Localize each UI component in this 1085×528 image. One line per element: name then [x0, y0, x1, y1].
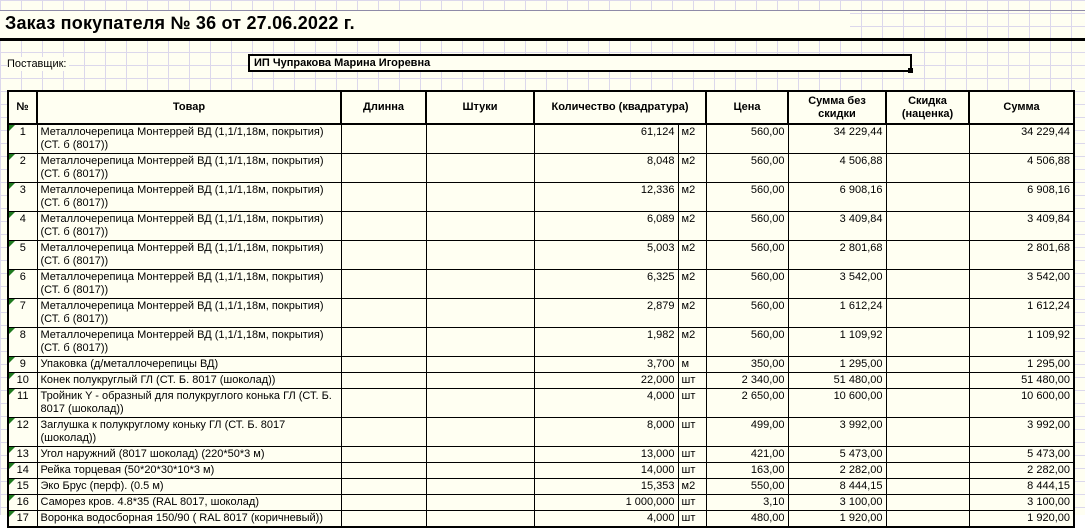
cell-row-number[interactable] [8, 328, 37, 357]
cell-length[interactable] [341, 183, 426, 212]
error-indicator-icon [9, 241, 15, 247]
cell-length[interactable] [341, 154, 426, 183]
cell-unit[interactable]: м2 [678, 154, 706, 183]
cell-pieces[interactable] [426, 357, 534, 373]
row-number: 11 [17, 390, 29, 402]
cell-price[interactable]: 499,00 [706, 418, 788, 447]
cell-length[interactable] [341, 357, 426, 373]
cell-unit[interactable]: шт [678, 389, 706, 418]
cell-unit[interactable]: м2 [678, 183, 706, 212]
error-indicator-icon [9, 511, 15, 517]
cell-length[interactable] [341, 124, 426, 154]
cell-product[interactable]: Металлочерепица Монтеррей ВД (1,1/1,18м, покрытия) (СТ. б (8017)) [37, 154, 341, 183]
cell-quantity[interactable]: 2,879 [534, 299, 678, 328]
cell-price[interactable]: 560,00 [706, 270, 788, 299]
cell-price[interactable]: 421,00 [706, 447, 788, 463]
cell-row-number[interactable] [8, 241, 37, 270]
cell-unit[interactable]: м2 [678, 479, 706, 495]
header-row [8, 91, 1074, 124]
cell-row-number[interactable] [8, 154, 37, 183]
cell-unit[interactable]: шт [678, 447, 706, 463]
row-number: 15 [16, 480, 29, 492]
cell-discount[interactable] [886, 357, 969, 373]
error-indicator-icon [9, 299, 15, 305]
cell-unit[interactable]: м2 [678, 124, 706, 154]
cell-pieces[interactable] [426, 328, 534, 357]
cell-product[interactable]: Тройник Y - образный для полукруглого конька ГЛ (СТ. Б. 8017 (шоколад)) [37, 389, 341, 418]
error-indicator-icon [9, 357, 15, 363]
cell-length[interactable] [341, 389, 426, 418]
cell-unit[interactable]: м [678, 357, 706, 373]
cell-length[interactable] [341, 463, 426, 479]
cell-row-number[interactable] [8, 124, 37, 154]
col-header-sum[interactable]: Сумма [969, 91, 1074, 124]
row-number: 16 [16, 496, 29, 508]
row-number: 3 [19, 184, 26, 196]
cell-discount[interactable] [886, 463, 969, 479]
cell-price[interactable]: 3,10 [706, 495, 788, 511]
table-row [8, 212, 1074, 241]
col-header-length[interactable]: Длинна [341, 91, 426, 124]
table-row [8, 418, 1074, 447]
cell-pieces[interactable] [426, 447, 534, 463]
table-row [8, 511, 1074, 528]
cell-quantity[interactable]: 12,336 [534, 183, 678, 212]
cell-discount[interactable] [886, 373, 969, 389]
cell-quantity[interactable]: 13,000 [534, 447, 678, 463]
cell-product[interactable]: Рейка торцевая (50*20*30*10*3 м) [37, 463, 341, 479]
cell-discount[interactable] [886, 447, 969, 463]
table-row [8, 183, 1074, 212]
cell-sum[interactable]: 3 542,00 [969, 270, 1074, 299]
cell-length[interactable] [341, 241, 426, 270]
cell-discount[interactable] [886, 270, 969, 299]
order-table [7, 90, 1075, 528]
cell-row-number[interactable] [8, 389, 37, 418]
cell-discount[interactable] [886, 241, 969, 270]
cell-pieces[interactable] [426, 373, 534, 389]
cell-pieces[interactable] [426, 183, 534, 212]
cell-length[interactable] [341, 511, 426, 528]
error-indicator-icon [9, 447, 15, 453]
cell-sum-before-discount[interactable]: 1 295,00 [788, 357, 886, 373]
cell-discount[interactable] [886, 154, 969, 183]
cell-sum-before-discount[interactable]: 3 100,00 [788, 495, 886, 511]
cell-product[interactable]: Металлочерепица Монтеррей ВД (1,1/1,18м, покрытия) (СТ. б (8017)) [37, 299, 341, 328]
cell-product[interactable]: Металлочерепица Монтеррей ВД (1,1/1,18м, покрытия) (СТ. б (8017)) [37, 124, 341, 154]
supplier-label: Поставщик: [7, 57, 69, 71]
cell-unit[interactable]: м2 [678, 212, 706, 241]
error-indicator-icon [9, 495, 15, 501]
cell-row-number[interactable] [8, 495, 37, 511]
cell-product[interactable]: Упаковка (д/металлочерепицы ВД) [37, 357, 341, 373]
cell-product[interactable]: Металлочерепица Монтеррей ВД (1,1/1,18м, покрытия) (СТ. б (8017)) [37, 183, 341, 212]
cell-discount[interactable] [886, 328, 969, 357]
cell-pieces[interactable] [426, 241, 534, 270]
cell-sum-before-discount[interactable]: 3 992,00 [788, 418, 886, 447]
cell-discount[interactable] [886, 124, 969, 154]
cell-quantity[interactable]: 6,325 [534, 270, 678, 299]
cell-price[interactable]: 560,00 [706, 328, 788, 357]
cell-sum-before-discount[interactable]: 2 801,68 [788, 241, 886, 270]
cell-quantity[interactable]: 6,089 [534, 212, 678, 241]
cell-product[interactable]: Угол наружний (8017 шоколад) (220*50*3 м) [37, 447, 341, 463]
table-row [8, 389, 1074, 418]
cell-row-number[interactable] [8, 447, 37, 463]
cell-price[interactable]: 550,00 [706, 479, 788, 495]
cell-unit[interactable]: м2 [678, 299, 706, 328]
cell-price[interactable]: 560,00 [706, 183, 788, 212]
cell-sum-before-discount[interactable]: 1 109,92 [788, 328, 886, 357]
cell-sum[interactable]: 1 612,24 [969, 299, 1074, 328]
cell-sum[interactable]: 3 100,00 [969, 495, 1074, 511]
row-number: 5 [19, 242, 26, 254]
cell-pieces[interactable] [426, 124, 534, 154]
cell-sum[interactable]: 1 295,00 [969, 357, 1074, 373]
error-indicator-icon [9, 373, 15, 379]
supplier-field[interactable] [248, 54, 912, 72]
cell-product[interactable]: Металлочерепица Монтеррей ВД (1,1/1,18м, покрытия) (СТ. б (8017)) [37, 212, 341, 241]
cell-row-number[interactable] [8, 479, 37, 495]
cell-pieces[interactable] [426, 511, 534, 528]
cell-unit[interactable]: шт [678, 495, 706, 511]
cell-price[interactable]: 163,00 [706, 463, 788, 479]
cell-pieces[interactable] [426, 495, 534, 511]
cell-sum[interactable]: 2 282,00 [969, 463, 1074, 479]
cell-row-number[interactable] [8, 373, 37, 389]
table-row [8, 270, 1074, 299]
error-indicator-icon [9, 154, 15, 160]
cell-discount[interactable] [886, 418, 969, 447]
row-number: 13 [16, 448, 29, 460]
table-row [8, 479, 1074, 495]
cell-discount[interactable] [886, 511, 969, 528]
cell-unit[interactable]: м2 [678, 270, 706, 299]
cell-pieces[interactable] [426, 418, 534, 447]
cell-sum[interactable]: 1 920,00 [969, 511, 1074, 528]
cell-quantity[interactable]: 3,700 [534, 357, 678, 373]
cell-sum[interactable]: 5 473,00 [969, 447, 1074, 463]
col-header-product[interactable]: Товар [37, 91, 341, 124]
row-number: 9 [19, 358, 26, 370]
cell-product[interactable]: Металлочерепица Монтеррей ВД (1,1/1,18м, покрытия) (СТ. б (8017)) [37, 328, 341, 357]
cell-discount[interactable] [886, 212, 969, 241]
cell-product[interactable]: Эко Брус (перф). (0.5 м) [37, 479, 341, 495]
cell-length[interactable] [341, 212, 426, 241]
cell-row-number[interactable] [8, 270, 37, 299]
error-indicator-icon [9, 389, 15, 395]
cell-sum[interactable]: 4 506,88 [969, 154, 1074, 183]
col-header-discount[interactable]: Скидка (наценка) [886, 91, 969, 124]
cell-pieces[interactable] [426, 389, 534, 418]
cell-sum-before-discount[interactable]: 34 229,44 [788, 124, 886, 154]
cell-price[interactable]: 560,00 [706, 154, 788, 183]
row-number: 1 [19, 126, 26, 138]
error-indicator-icon [9, 463, 15, 469]
cell-price[interactable]: 560,00 [706, 212, 788, 241]
error-indicator-icon [9, 212, 15, 218]
cell-sum[interactable]: 6 908,16 [969, 183, 1074, 212]
cell-sum[interactable]: 10 600,00 [969, 389, 1074, 418]
cell-length[interactable] [341, 328, 426, 357]
cell-sum-before-discount[interactable]: 1 920,00 [788, 511, 886, 528]
row-number: 7 [19, 300, 26, 312]
error-indicator-icon [9, 479, 15, 485]
cell-row-number[interactable] [8, 183, 37, 212]
cell-price[interactable]: 2 650,00 [706, 389, 788, 418]
cell-product[interactable]: Заглушка к полукруглому коньку ГЛ (СТ. Б. 8017 (шоколад)) [37, 418, 341, 447]
cell-sum-before-discount[interactable]: 1 612,24 [788, 299, 886, 328]
table-row [8, 447, 1074, 463]
cell-pieces[interactable] [426, 154, 534, 183]
cell-sum[interactable]: 34 229,44 [969, 124, 1074, 154]
cell-sum-before-discount[interactable]: 2 282,00 [788, 463, 886, 479]
title-band [0, 11, 850, 38]
cell-price[interactable]: 560,00 [706, 124, 788, 154]
cell-pieces[interactable] [426, 270, 534, 299]
cell-sum[interactable]: 2 801,68 [969, 241, 1074, 270]
cell-product[interactable]: Конек полукруглый ГЛ (СТ. Б. 8017 (шоколад)) [37, 373, 341, 389]
title-underline [0, 38, 1085, 41]
cell-quantity[interactable]: 8,048 [534, 154, 678, 183]
col-header-sum-before-discount[interactable]: Сумма без скидки [788, 91, 886, 124]
table-row [8, 328, 1074, 357]
cell-unit[interactable]: м2 [678, 328, 706, 357]
cell-pieces[interactable] [426, 463, 534, 479]
cell-quantity[interactable]: 15,353 [534, 479, 678, 495]
table-row [8, 373, 1074, 389]
col-header-price[interactable]: Цена [706, 91, 788, 124]
cell-pieces[interactable] [426, 479, 534, 495]
cell-product[interactable]: Воронка водосборная 150/90 ( RAL 8017 (коричневый)) [37, 511, 341, 528]
cell-quantity[interactable]: 1,982 [534, 328, 678, 357]
cell-quantity[interactable]: 14,000 [534, 463, 678, 479]
page-title: Заказ покупателя № 36 от 27.06.2022 г. [5, 13, 355, 33]
order-table-header [8, 91, 1074, 124]
error-indicator-icon [9, 418, 15, 424]
col-header-quantity[interactable]: Количество (квадратура) [534, 91, 706, 124]
cell-sum-before-discount[interactable]: 8 444,15 [788, 479, 886, 495]
cell-sum[interactable]: 3 409,84 [969, 212, 1074, 241]
table-row [8, 241, 1074, 270]
row-number: 4 [19, 213, 26, 225]
cell-row-number[interactable] [8, 511, 37, 528]
cell-row-number[interactable] [8, 357, 37, 373]
cell-length[interactable] [341, 299, 426, 328]
cell-sum-before-discount[interactable]: 10 600,00 [788, 389, 886, 418]
cell-product[interactable]: Саморез кров. 4.8*35 (RAL 8017, шоколад) [37, 495, 341, 511]
cell-length[interactable] [341, 373, 426, 389]
cell-quantity[interactable]: 4,000 [534, 389, 678, 418]
cell-length[interactable] [341, 447, 426, 463]
table-row [8, 495, 1074, 511]
cell-quantity[interactable]: 22,000 [534, 373, 678, 389]
cell-sum-before-discount[interactable]: 3 542,00 [788, 270, 886, 299]
cell-quantity[interactable]: 61,124 [534, 124, 678, 154]
cell-discount[interactable] [886, 389, 969, 418]
cell-length[interactable] [341, 479, 426, 495]
cell-sum[interactable]: 8 444,15 [969, 479, 1074, 495]
col-header-num[interactable]: № [8, 91, 37, 124]
cell-sum-before-discount[interactable]: 3 409,84 [788, 212, 886, 241]
row-number: 14 [16, 464, 29, 476]
cell-quantity[interactable]: 4,000 [534, 511, 678, 528]
row-number: 10 [16, 374, 29, 386]
cell-discount[interactable] [886, 479, 969, 495]
cell-pieces[interactable] [426, 212, 534, 241]
row-number: 8 [19, 329, 26, 341]
order-table-body [8, 124, 1074, 527]
cell-quantity[interactable]: 5,003 [534, 241, 678, 270]
cell-discount[interactable] [886, 183, 969, 212]
error-indicator-icon [9, 328, 15, 334]
cell-sum[interactable]: 3 992,00 [969, 418, 1074, 447]
cell-row-number[interactable] [8, 212, 37, 241]
cell-sum-before-discount[interactable]: 4 506,88 [788, 154, 886, 183]
cell-unit[interactable]: шт [678, 373, 706, 389]
cell-unit[interactable]: шт [678, 463, 706, 479]
cell-product[interactable]: Металлочерепица Монтеррей ВД (1,1/1,18м, покрытия) (СТ. б (8017)) [37, 241, 341, 270]
cell-quantity[interactable]: 8,000 [534, 418, 678, 447]
error-indicator-icon [9, 270, 15, 276]
error-indicator-icon [9, 183, 15, 189]
cell-price[interactable]: 560,00 [706, 299, 788, 328]
cell-row-number[interactable] [8, 299, 37, 328]
table-row [8, 124, 1074, 154]
cell-product[interactable]: Металлочерепица Монтеррей ВД (1,1/1,18м, покрытия) (СТ. б (8017)) [37, 270, 341, 299]
cell-price[interactable]: 480,00 [706, 511, 788, 528]
cell-unit[interactable]: м2 [678, 241, 706, 270]
cell-sum[interactable]: 1 109,92 [969, 328, 1074, 357]
row-number: 2 [19, 155, 26, 167]
cell-price[interactable]: 560,00 [706, 241, 788, 270]
table-row [8, 357, 1074, 373]
cell-row-number[interactable] [8, 418, 37, 447]
cell-quantity[interactable]: 1 000,000 [534, 495, 678, 511]
cell-length[interactable] [341, 495, 426, 511]
cell-sum-before-discount[interactable]: 6 908,16 [788, 183, 886, 212]
row-number: 12 [16, 419, 29, 431]
cell-unit[interactable]: шт [678, 418, 706, 447]
row-number: 17 [16, 512, 29, 524]
cell-length[interactable] [341, 270, 426, 299]
error-indicator-icon [9, 125, 15, 131]
row-number: 6 [19, 271, 26, 283]
cell-unit[interactable]: шт [678, 511, 706, 528]
supplier-value: ИП Чупракова Марина Игоревна [254, 57, 431, 69]
table-row [8, 154, 1074, 183]
cell-pieces[interactable] [426, 299, 534, 328]
cell-sum-before-discount[interactable]: 51 480,00 [788, 373, 886, 389]
cell-price[interactable]: 2 340,00 [706, 373, 788, 389]
table-row [8, 463, 1074, 479]
col-header-pieces[interactable]: Штуки [426, 91, 534, 124]
cell-row-number[interactable] [8, 463, 37, 479]
cell-sum-before-discount[interactable]: 5 473,00 [788, 447, 886, 463]
cell-discount[interactable] [886, 495, 969, 511]
cell-sum[interactable]: 51 480,00 [969, 373, 1074, 389]
cell-discount[interactable] [886, 299, 969, 328]
selection-handle[interactable] [908, 68, 913, 73]
cell-length[interactable] [341, 418, 426, 447]
cell-price[interactable]: 350,00 [706, 357, 788, 373]
table-row [8, 299, 1074, 328]
